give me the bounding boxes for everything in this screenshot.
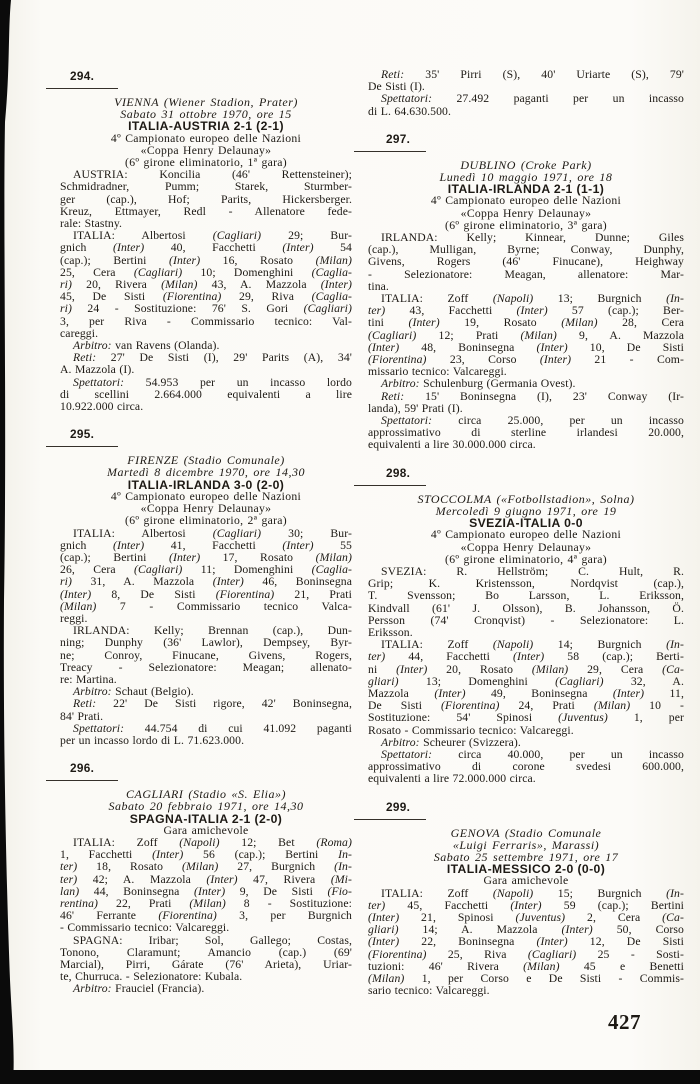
header-line-match: ITALIA-IRLANDA 2-1 (1-1) — [447, 182, 605, 197]
text-line: ne; Conroy, Finucane, Givens, Rogers, — [60, 648, 352, 662]
header-line-venue: FIRENZE (Stadio Comunale) — [127, 453, 285, 468]
text-line: 1, Facchetti (Inter) 56 (cap.); Bertini In- — [60, 848, 353, 862]
text-line: Mazzola (Inter) 49, Boninsegna (Inter) 11, — [368, 686, 684, 700]
header-line-date: Martedì 8 dicembre 1970, ore 14,30 — [107, 465, 305, 480]
entry-continuation — [368, 69, 684, 118]
text-line: (Cagliari) 12; Prati (Milan) 9, A. Mazzola — [368, 328, 684, 342]
text-line: di scellini 2.664.000 equivalenti a lire — [60, 387, 352, 401]
text-line: equivalenti a lire 72.000.000 circa. — [368, 772, 536, 786]
text-line: sario tecnico: Valcareggi. — [368, 984, 490, 998]
header-line-comp: 4º Campionato europeo delle Nazioni — [110, 131, 302, 145]
text-line: gnich (Inter) 40, Facchetti (Inter) 54 — [60, 241, 352, 255]
text-line: (Fiorentina) 23, Corso (Inter) 21 - Com- — [368, 353, 684, 367]
entry-294 — [60, 70, 352, 413]
text-line: Spettatori: 44.754 di cui 41.092 paganti — [73, 721, 352, 735]
text-line: - Commissario tecnico: Valcareggi. — [60, 921, 230, 935]
text-line: 45, De Sisti (Fiorentina) 29, Riva (Caglia- — [60, 290, 352, 304]
header-line-date: Sabato 31 ottobre 1970, ore 15 — [120, 107, 292, 122]
entry-number-rule — [354, 485, 426, 486]
text-line: (Inter) 8, De Sisti (Fiorentina) 21, Prati — [60, 587, 352, 601]
entry-number-rule — [46, 446, 118, 447]
text-line: gliari) 13; Domenghini (Cagliari) 32, A. — [368, 674, 684, 688]
text-line: - Selezionatore: Meagan, allenatore: Mar- — [368, 267, 684, 281]
text-line: Arbitro: Schaut (Belgio). — [73, 685, 194, 699]
entry-number-rule — [46, 780, 118, 781]
text-line: ri) 24 - Sostituzione: 76' S. Gori (Cagliari) — [60, 302, 352, 316]
header-line-comp: 4º Campionato europeo delle Nazioni — [430, 194, 622, 208]
header-line-comp: «Coppa Henry Delaunay» — [140, 143, 272, 157]
entry-number: 298. — [386, 465, 411, 480]
header-line-date: Mercoledì 9 giugno 1971, ore 19 — [435, 503, 617, 518]
header-line-comp: Gara amichevole — [163, 823, 249, 837]
text-line: Spettatori: circa 25.000, per un incasso — [381, 414, 684, 428]
text-line: per un incasso lordo di L. 71.623.000. — [60, 733, 245, 747]
text-line: Kindvall (61' J. Olsson), B. Johansson, Ö. — [368, 601, 684, 615]
text-line: Grip; K. Kristensson, Nordqvist (cap.), — [368, 577, 684, 591]
header-line-comp: (6º girone eliminatorio, 4ª gara) — [445, 552, 607, 566]
header-line-match: ITALIA-IRLANDA 3-0 (2-0) — [127, 477, 285, 492]
text-line: Givens, Rogers (46' Finucane), Heighway — [368, 255, 684, 269]
text-line: equivalenti a lire 30.000.000 circa. — [368, 438, 536, 452]
text-line: rale: Stastny. — [60, 217, 123, 231]
text-line: lan) 44, Boninsegna (Inter) 9, De Sisti (Fio- — [60, 884, 352, 898]
text-line: SPAGNA: Iribar; Sol, Gallego; Costas, — [73, 933, 352, 947]
header-line-venue: CAGLIARI (Stadio «S. Elia») — [126, 787, 286, 802]
header-line-date: Sabato 25 settembre 1971, ore 17 — [433, 849, 619, 864]
text-line: ni (Inter) 20, Rosato (Milan) 29, Cera (Ca- — [368, 662, 684, 676]
text-line: Persson (74' Cronqvist) - Selezionatore: L. — [368, 613, 684, 627]
header-line-venue: STOCCOLMA («Fotbollstadion», Solna) — [417, 491, 635, 506]
header-line-comp: 4º Campionato europeo delle Nazioni — [110, 489, 302, 503]
text-line: rentina) 22, Prati (Milan) 8 - Sostituzione: — [60, 896, 352, 910]
text-line: Treacy - Selezionatore: Meagan; allenato- — [60, 660, 352, 674]
entry-number-rule — [354, 151, 426, 152]
text-line: Spettatori: 54.953 per un incasso lordo — [73, 375, 352, 389]
text-line: SVEZIA: R. Hellström; C. Hult, R. — [381, 564, 684, 578]
header-line-comp: (6º girone eliminatorio, 1ª gara) — [125, 156, 287, 170]
text-line: Reti: 22' De Sisti rigore, 42' Boninsegna, — [73, 697, 352, 711]
header-line-comp: «Coppa Henry Delaunay» — [140, 502, 272, 516]
text-line: Spettatori: 27.492 paganti per un incasso — [381, 92, 684, 106]
text-line: ning; Dunphy (36' Lawlor), Dempsey, Byr- — [60, 636, 352, 650]
text-line: reggi. — [60, 611, 88, 625]
text-line: ITALIA: Zoff (Napoli) 15; Burgnich (In- — [381, 886, 684, 900]
text-line: ITALIA: Albertosi (Cagliari) 30; Bur- — [73, 526, 352, 540]
text-line: Reti: 27' De Sisti (I), 29' Parits (A), 34' — [73, 351, 352, 365]
text-line: Schmidradner, Pumm; Starek, Sturmber- — [60, 180, 352, 194]
header-line-date: Sabato 20 febbraio 1971, ore 14,30 — [108, 799, 304, 814]
entry-298 — [368, 467, 684, 786]
text-line: 84' Prati. — [60, 709, 104, 723]
header-line-comp: «Coppa Henry Delaunay» — [460, 206, 592, 220]
text-line: (Inter) 21, Spinosi (Juventus) 2, Cera (Ca- — [368, 910, 684, 924]
text-line: ITALIA: Zoff (Napoli) 12; Bet (Roma) — [73, 835, 352, 849]
text-line: ITALIA: Zoff (Napoli) 14; Burgnich (In- — [381, 638, 684, 652]
entry-number-rule — [354, 819, 426, 820]
text-line: Reti: 15' Boninsegna (I), 23' Conway (Ir- — [381, 389, 684, 403]
text-line: A. Mazzola (I). — [60, 363, 135, 377]
text-line: ter) 18, Rosato (Milan) 27, Burgnich (In- — [60, 860, 352, 874]
header-line-match: ITALIA-MESSICO 2-0 (0-0) — [446, 862, 606, 877]
text-line: De Sisti (I). — [368, 80, 425, 94]
text-line: (Milan) 1, per Corso e De Sisti - Commis- — [368, 972, 684, 985]
text-line: (Inter) 48, Boninsegna (Inter) 10, De Sisti — [368, 340, 684, 354]
header-line-match: SVEZIA-ITALIA 0-0 — [469, 516, 583, 531]
text-line: 25, Cera (Cagliari) 10; Domenghini (Caglia- — [60, 265, 352, 279]
text-line: 46' Ferrante (Fiorentina) 3, per Burgnich — [60, 909, 352, 923]
scan-artifact-bottom-bar — [10, 1070, 700, 1084]
text-line: Arbitro: Frauciel (Francia). — [73, 982, 205, 996]
text-line: IRLANDA: Kelly; Kinnear, Dunne; Giles — [381, 231, 684, 245]
text-line: Arbitro: Scheurer (Svizzera). — [381, 735, 521, 749]
text-line: (Milan) 7 - Commissario tecnico Valca- — [60, 599, 352, 613]
text-line: Arbitro: van Ravens (Olanda). — [73, 339, 220, 353]
text-line: (cap.), Mulligan, Byrne; Conway, Dunphy, — [368, 243, 684, 257]
header-line-venue: GENOVA (Stadio Comunale — [450, 825, 602, 840]
text-line: (Fiorentina) 25, Riva (Cagliari) 25 - Sosti- — [368, 947, 685, 961]
text-line: 3, per Riva - Commissario tecnico: Val- — [60, 314, 352, 328]
text-line: careggi. — [60, 326, 99, 340]
text-line: tina. — [368, 279, 389, 293]
text-line: missario tecnico: Valcareggi. — [368, 365, 507, 379]
header-line-date: Lunedì 10 maggio 1971, ore 18 — [439, 170, 613, 185]
text-line: 10.922.000 circa. — [60, 400, 144, 414]
text-line: gnich (Inter) 41, Facchetti (Inter) 55 — [60, 538, 352, 552]
right-column — [368, 64, 684, 997]
header-line-match: ITALIA-AUSTRIA 2-1 (2-1) — [128, 119, 284, 134]
text-line: ter) 43, Facchetti (Inter) 57 (cap.); Ber- — [368, 304, 684, 318]
text-line: gliari) 14; A. Mazzola (Inter) 50, Corso — [368, 923, 684, 937]
text-line: (cap.); Bertini (Inter) 16, Rosato (Milan) — [60, 253, 352, 267]
text-line: tuzioni: 46' Rivera (Milan) 45 e Benetti — [368, 959, 684, 973]
text-line: T. Svensson; Bo Larsson, L. Eriksson, — [368, 589, 684, 603]
text-line: Sostituzione: 54' Spinosi (Juventus) 1, per — [368, 711, 684, 725]
text-line: Kreuz, Ettmayer, Redl - Allenatore fede- — [60, 204, 352, 218]
header-line-match: SPAGNA-ITALIA 2-1 (2-0) — [129, 811, 283, 826]
text-line: Spettatori: circa 40.000, per un incasso — [381, 747, 684, 761]
text-line: ri) 20, Rivera (Milan) 43, A. Mazzola (Inter) — [60, 278, 352, 292]
text-line: ter) 42; A. Mazzola (Inter) 47, Rivera (Mi- — [60, 872, 352, 886]
text-line: ter) 44, Facchetti (Inter) 58 (cap.); Berti- — [368, 650, 684, 664]
page-number: 427 — [608, 1010, 641, 1034]
text-line: approssimativo di corone svedesi 600.000, — [368, 760, 684, 774]
text-line: Reti: 35' Pirri (S), 40' Uriarte (S), 79' — [381, 68, 684, 81]
header-line-comp: «Coppa Henry Delaunay» — [460, 540, 592, 554]
text-line: De Sisti (Fiorentina) 24, Prati (Milan) 10 - — [368, 699, 685, 713]
text-line: Marcial), Pirri, Gárate (76' Arieta), Uriar- — [60, 958, 352, 971]
text-line: IRLANDA: Kelly; Brennan (cap.), Dun- — [73, 624, 352, 638]
text-line: (Inter) 22, Boninsegna (Inter) 12, De Sisti — [368, 935, 684, 949]
left-column — [60, 64, 352, 996]
text-line: Tonono, Claramunt; Amancio (cap.) (69' — [60, 945, 352, 959]
header-line-comp: 4º Campionato europeo delle Nazioni — [430, 528, 622, 542]
entry-number: 296. — [70, 761, 95, 776]
header-line-comp: (6º girone eliminatorio, 2ª gara) — [125, 514, 287, 528]
scan-artifact-left-edge — [0, 0, 14, 1084]
text-line: ITALIA: Albertosi (Cagliari) 29; Bur- — [73, 229, 352, 243]
text-line: landa), 59' Prati (I). — [368, 401, 463, 415]
text-line: (cap.); Bertini (Inter) 17, Rosato (Milan) — [60, 550, 352, 564]
text-line: ter) 45, Facchetti (Inter) 59 (cap.); Bertini — [368, 898, 684, 912]
text-line: AUSTRIA: Koncilia (46' Rettensteiner); — [73, 168, 352, 182]
entry-296 — [60, 762, 352, 995]
header-line-comp: (6º girone eliminatorio, 3ª gara) — [445, 218, 607, 232]
entry-299 — [368, 801, 684, 998]
entry-number: 295. — [70, 427, 95, 442]
entry-number-rule — [46, 88, 118, 89]
text-line: tini (Inter) 19, Rosato (Milan) 28, Cera — [368, 316, 684, 330]
text-line: Arbitro: Schulenburg (Germania Ovest). — [381, 377, 576, 391]
entry-number: 299. — [386, 799, 411, 814]
text-line: Eriksson. — [368, 625, 413, 639]
text-line: Rosato - Commissario tecnico: Valcareggi. — [368, 723, 574, 737]
text-line: di L. 64.630.500. — [368, 104, 452, 118]
text-line: te, Churruca. - Selezionatore: Kubala. — [60, 970, 243, 984]
header-line-comp: Gara amichevole — [483, 874, 569, 888]
text-line: 26, Cera (Cagliari) 11; Domenghini (Caglia- — [60, 563, 353, 577]
entry-297 — [368, 133, 684, 452]
text-line: ger (cap.), Hof; Parits, Hickersberger. — [60, 192, 352, 206]
entry-number: 297. — [386, 131, 411, 146]
text-line: approssimativo di sterline irlandesi 20.000, — [368, 426, 684, 440]
header-line-venue: «Luigi Ferraris», Marassi) — [452, 837, 600, 852]
text-line: ri) 31, A. Mazzola (Inter) 46, Boninsegna — [60, 575, 352, 589]
header-line-venue: DUBLINO (Croke Park) — [460, 157, 592, 172]
text-line: ITALIA: Zoff (Napoli) 13; Burgnich (In- — [381, 292, 684, 306]
header-line-venue: VIENNA (Wiener Stadion, Prater) — [114, 95, 298, 109]
entry-295 — [60, 428, 352, 747]
entry-number: 294. — [70, 69, 95, 83]
text-line: re: Martina. — [60, 672, 117, 686]
